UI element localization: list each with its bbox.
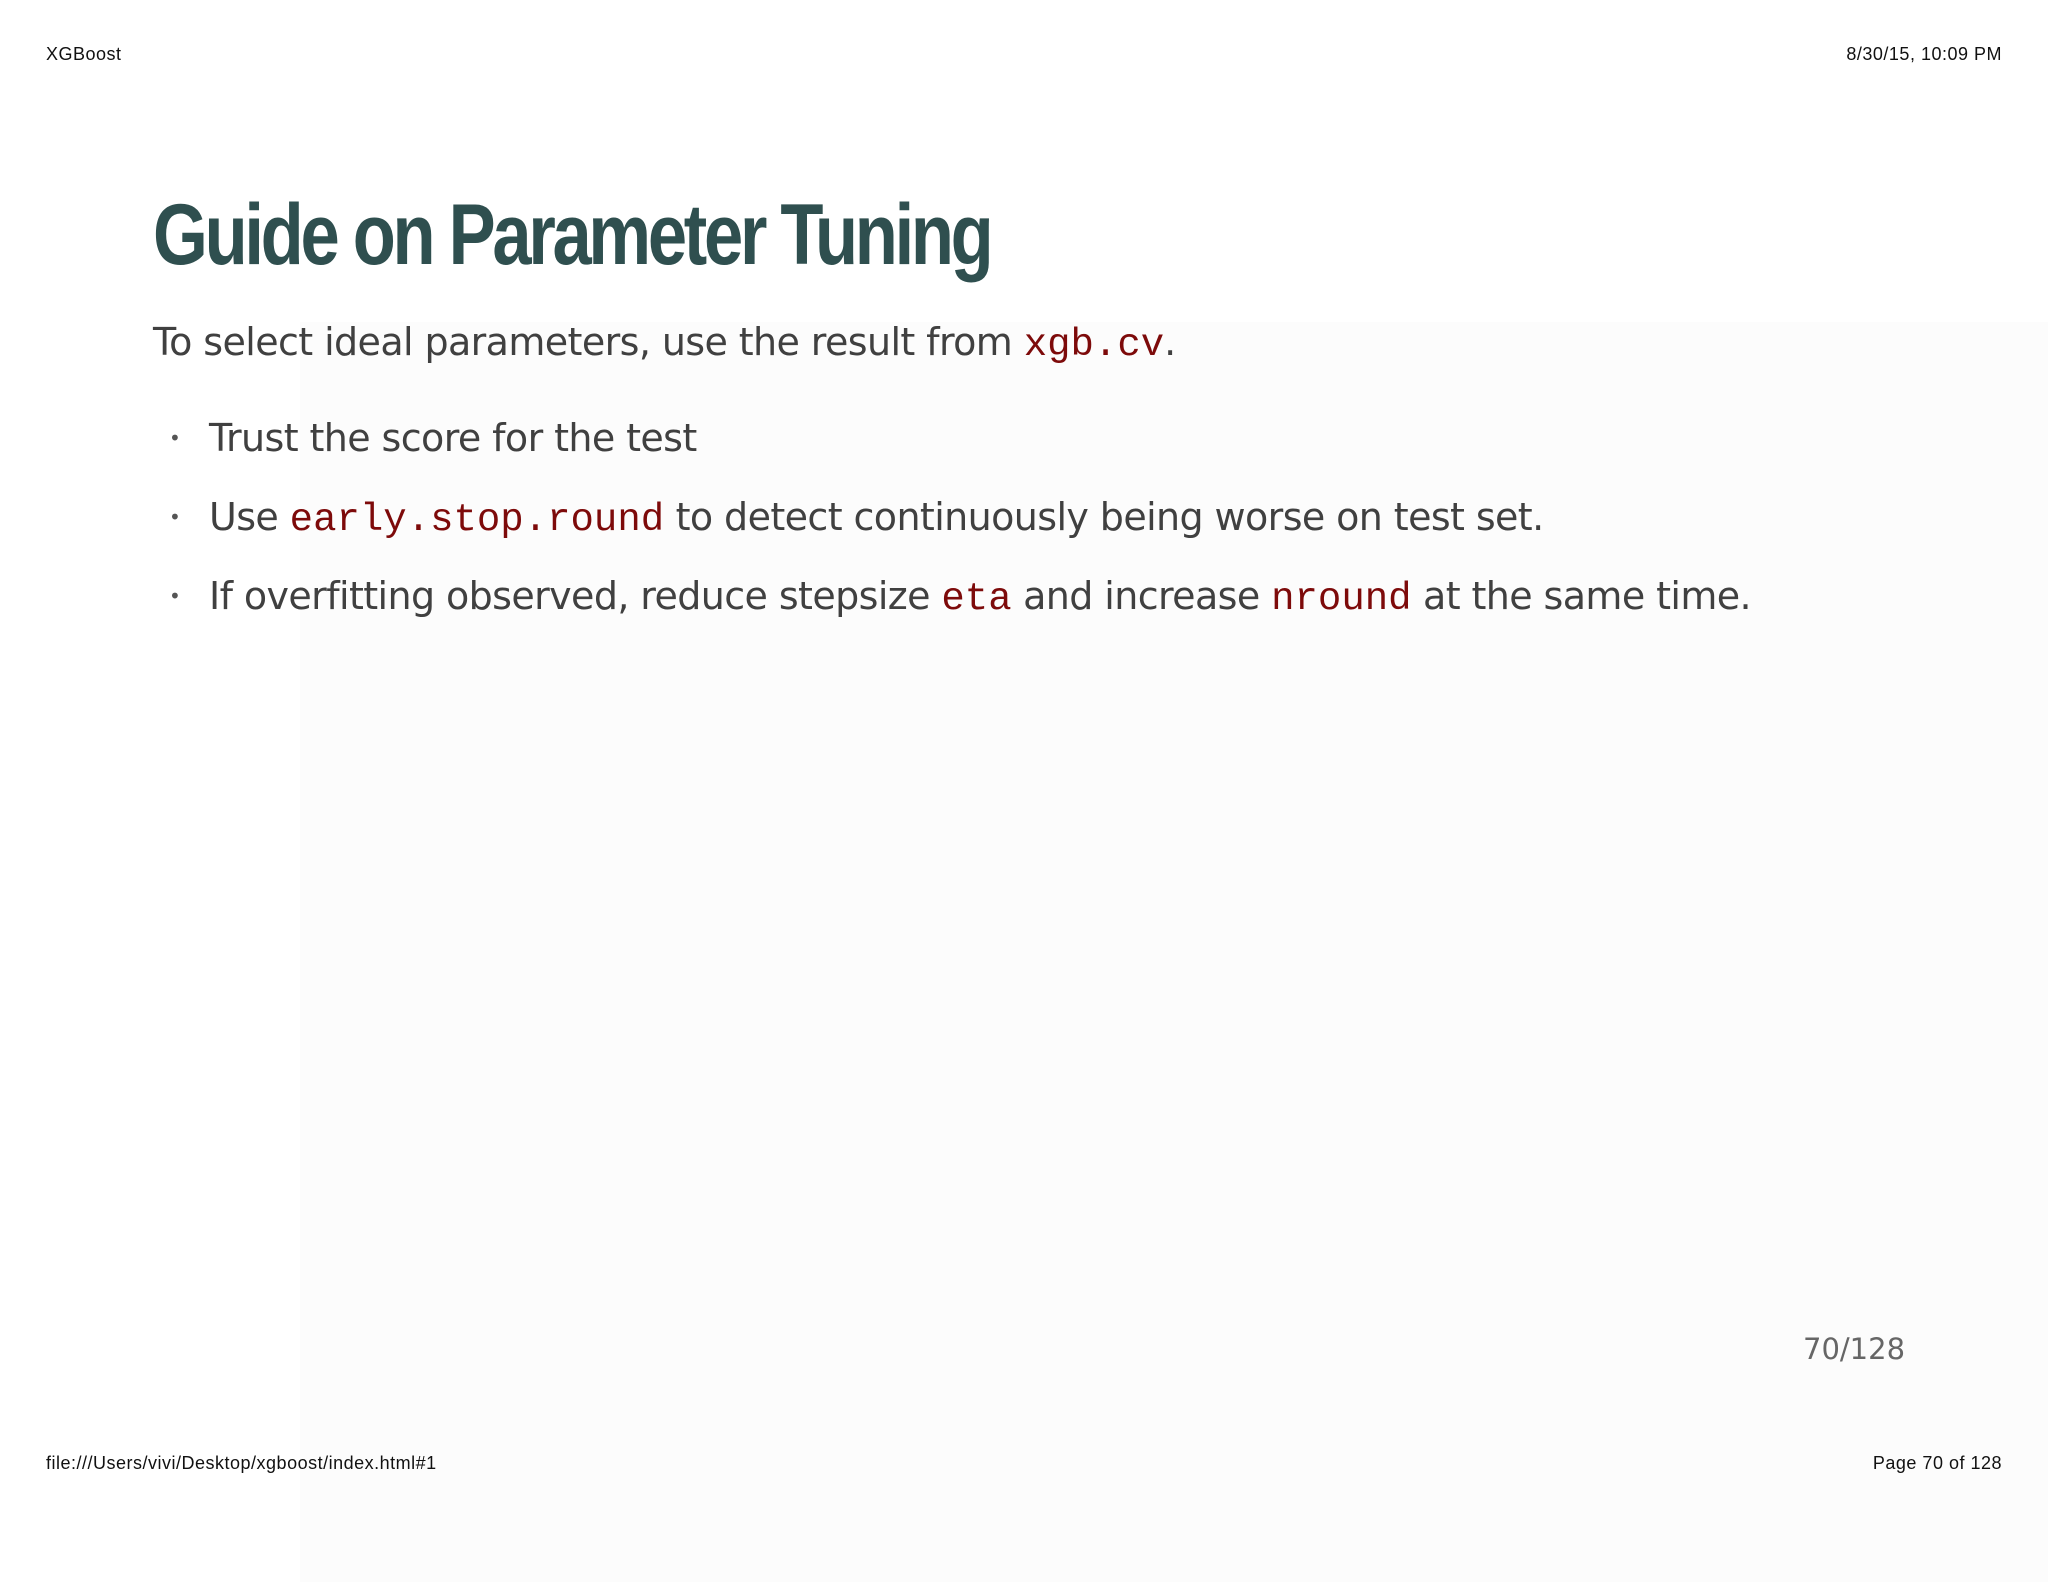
intro-code: xgb.cv (1023, 323, 1165, 367)
intro-text: To select ideal parameters, use the result from (153, 320, 1024, 364)
list-item (153, 568, 1751, 647)
intro-paragraph (153, 320, 1176, 367)
bullet-text: Use (209, 495, 290, 539)
list-item (153, 489, 1751, 568)
list-item (153, 410, 1751, 489)
document-title: XGBoost (46, 44, 122, 64)
print-datetime: 8/30/15, 10:09 PM (1846, 44, 2002, 64)
bullet-icon: • (169, 426, 181, 450)
slide-title: Guide on Parameter Tuning (153, 187, 991, 283)
bullet-text: at the same time. (1411, 574, 1752, 618)
bullet-text: If overfitting observed, reduce stepsize (209, 574, 942, 618)
bullet-code: eta (941, 577, 1012, 621)
page-count: Page 70 of 128 (1872, 1453, 2002, 1473)
bullet-code: early.stop.round (289, 498, 665, 542)
bullet-list (153, 410, 1751, 647)
bullet-text: Trust the score for the test (209, 416, 697, 460)
bullet-icon: • (169, 505, 181, 529)
slide-number: 70/128 (1803, 1332, 1906, 1366)
bullet-text: and increase (1011, 574, 1272, 618)
bullet-icon: • (169, 584, 181, 608)
page-url: file:///Users/vivi/Desktop/xgboost/index.html#1 (46, 1453, 437, 1473)
intro-period: . (1164, 320, 1176, 364)
bullet-code: nround (1271, 577, 1412, 621)
bullet-text: to detect continuously being worse on test set. (664, 495, 1544, 539)
slide (0, 92, 2048, 1430)
